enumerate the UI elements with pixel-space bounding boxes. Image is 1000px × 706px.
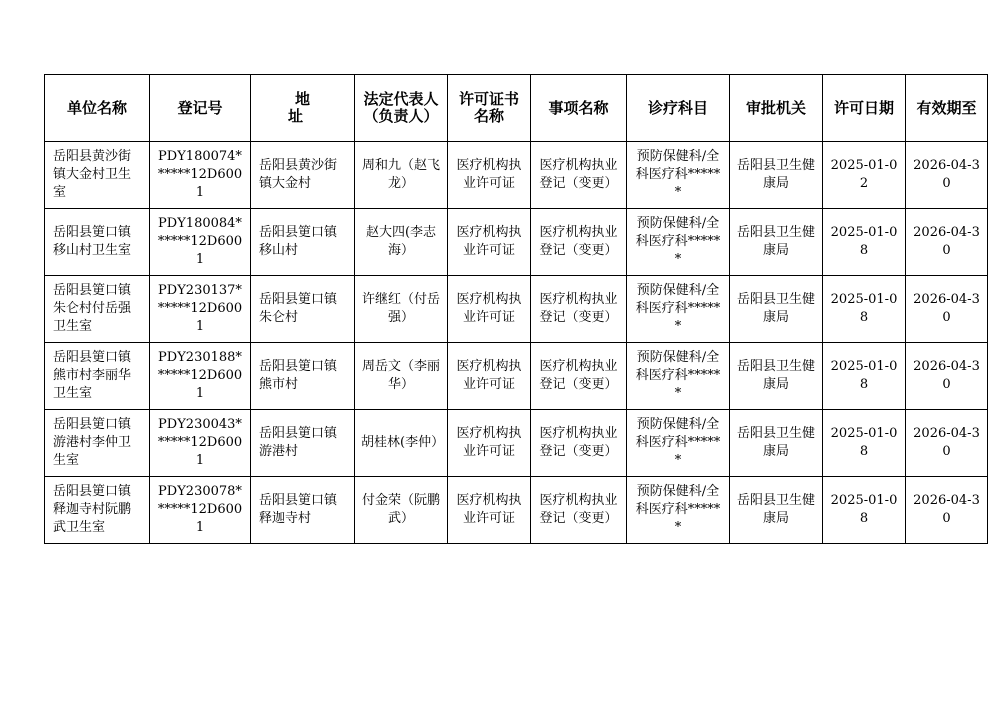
cell-unit-name: 岳阳县筻口镇熊市村李丽华卫生室 xyxy=(45,343,150,410)
cell-valid-until: 2026-04-30 xyxy=(906,477,988,544)
header-registration-no: 登记号 xyxy=(150,75,251,142)
header-license-date: 许可日期 xyxy=(823,75,906,142)
cell-valid-until: 2026-04-30 xyxy=(906,142,988,209)
header-legal-representative: 法定代表人（负责人） xyxy=(355,75,448,142)
cell-diagnosis-subjects: 预防保健科/全科医疗科****** xyxy=(627,343,730,410)
header-license-name: 许可证书名称 xyxy=(448,75,531,142)
cell-approval-authority: 岳阳县卫生健康局 xyxy=(730,410,823,477)
cell-item-name: 医疗机构执业登记（变更） xyxy=(531,477,627,544)
cell-item-name: 医疗机构执业登记（变更） xyxy=(531,209,627,276)
cell-license-date: 2025-01-08 xyxy=(823,410,906,477)
cell-valid-until: 2026-04-30 xyxy=(906,276,988,343)
cell-registration-no: PDY180084******12D6001 xyxy=(150,209,251,276)
cell-address: 岳阳县筻口镇游港村 xyxy=(251,410,355,477)
cell-legal-representative: 赵大四(李志海） xyxy=(355,209,448,276)
cell-diagnosis-subjects: 预防保健科/全科医疗科****** xyxy=(627,209,730,276)
table-row xyxy=(45,142,988,209)
table-row xyxy=(45,477,988,544)
table-row xyxy=(45,343,988,410)
cell-unit-name: 岳阳县黄沙街镇大金村卫生室 xyxy=(45,142,150,209)
cell-license-date: 2025-01-08 xyxy=(823,343,906,410)
table-row xyxy=(45,276,988,343)
cell-unit-name: 岳阳县筻口镇释迦寺村阮鹏武卫生室 xyxy=(45,477,150,544)
cell-license-name: 医疗机构执业许可证 xyxy=(448,343,531,410)
cell-address: 岳阳县筻口镇熊市村 xyxy=(251,343,355,410)
cell-valid-until: 2026-04-30 xyxy=(906,410,988,477)
header-unit-name: 单位名称 xyxy=(45,75,150,142)
license-table xyxy=(44,74,988,544)
cell-valid-until: 2026-04-30 xyxy=(906,209,988,276)
cell-diagnosis-subjects: 预防保健科/全科医疗科****** xyxy=(627,477,730,544)
cell-address: 岳阳县筻口镇朱仑村 xyxy=(251,276,355,343)
cell-license-name: 医疗机构执业许可证 xyxy=(448,142,531,209)
cell-unit-name: 岳阳县筻口镇移山村卫生室 xyxy=(45,209,150,276)
cell-license-date: 2025-01-02 xyxy=(823,142,906,209)
cell-approval-authority: 岳阳县卫生健康局 xyxy=(730,142,823,209)
cell-address: 岳阳县黄沙街镇大金村 xyxy=(251,142,355,209)
cell-license-name: 医疗机构执业许可证 xyxy=(448,209,531,276)
cell-license-date: 2025-01-08 xyxy=(823,477,906,544)
header-diagnosis-subjects: 诊疗科目 xyxy=(627,75,730,142)
cell-valid-until: 2026-04-30 xyxy=(906,343,988,410)
cell-registration-no: PDY230137******12D6001 xyxy=(150,276,251,343)
cell-item-name: 医疗机构执业登记（变更） xyxy=(531,410,627,477)
cell-item-name: 医疗机构执业登记（变更） xyxy=(531,276,627,343)
cell-diagnosis-subjects: 预防保健科/全科医疗科****** xyxy=(627,142,730,209)
cell-registration-no: PDY230188******12D6001 xyxy=(150,343,251,410)
cell-approval-authority: 岳阳县卫生健康局 xyxy=(730,209,823,276)
header-address: 地 址 xyxy=(251,75,355,142)
cell-license-date: 2025-01-08 xyxy=(823,276,906,343)
cell-diagnosis-subjects: 预防保健科/全科医疗科****** xyxy=(627,276,730,343)
header-approval-authority: 审批机关 xyxy=(730,75,823,142)
cell-address: 岳阳县筻口镇释迦寺村 xyxy=(251,477,355,544)
cell-item-name: 医疗机构执业登记（变更） xyxy=(531,142,627,209)
cell-address: 岳阳县筻口镇移山村 xyxy=(251,209,355,276)
table-row xyxy=(45,209,988,276)
cell-license-name: 医疗机构执业许可证 xyxy=(448,410,531,477)
cell-item-name: 医疗机构执业登记（变更） xyxy=(531,343,627,410)
cell-registration-no: PDY230043******12D6001 xyxy=(150,410,251,477)
cell-legal-representative: 周和九（赵飞龙） xyxy=(355,142,448,209)
cell-unit-name: 岳阳县筻口镇游港村李仲卫生室 xyxy=(45,410,150,477)
cell-registration-no: PDY180074******12D6001 xyxy=(150,142,251,209)
header-valid-until: 有效期至 xyxy=(906,75,988,142)
cell-unit-name: 岳阳县筻口镇朱仑村付岳强卫生室 xyxy=(45,276,150,343)
cell-approval-authority: 岳阳县卫生健康局 xyxy=(730,276,823,343)
cell-license-date: 2025-01-08 xyxy=(823,209,906,276)
header-item-name: 事项名称 xyxy=(531,75,627,142)
cell-registration-no: PDY230078******12D6001 xyxy=(150,477,251,544)
cell-diagnosis-subjects: 预防保健科/全科医疗科****** xyxy=(627,410,730,477)
cell-license-name: 医疗机构执业许可证 xyxy=(448,276,531,343)
cell-legal-representative: 胡桂林(李仲） xyxy=(355,410,448,477)
cell-legal-representative: 许继红（付岳强） xyxy=(355,276,448,343)
cell-legal-representative: 周岳文（李丽华） xyxy=(355,343,448,410)
table-row xyxy=(45,410,988,477)
cell-approval-authority: 岳阳县卫生健康局 xyxy=(730,343,823,410)
cell-legal-representative: 付金荣（阮鹏武） xyxy=(355,477,448,544)
header-row xyxy=(45,75,988,142)
cell-approval-authority: 岳阳县卫生健康局 xyxy=(730,477,823,544)
cell-license-name: 医疗机构执业许可证 xyxy=(448,477,531,544)
